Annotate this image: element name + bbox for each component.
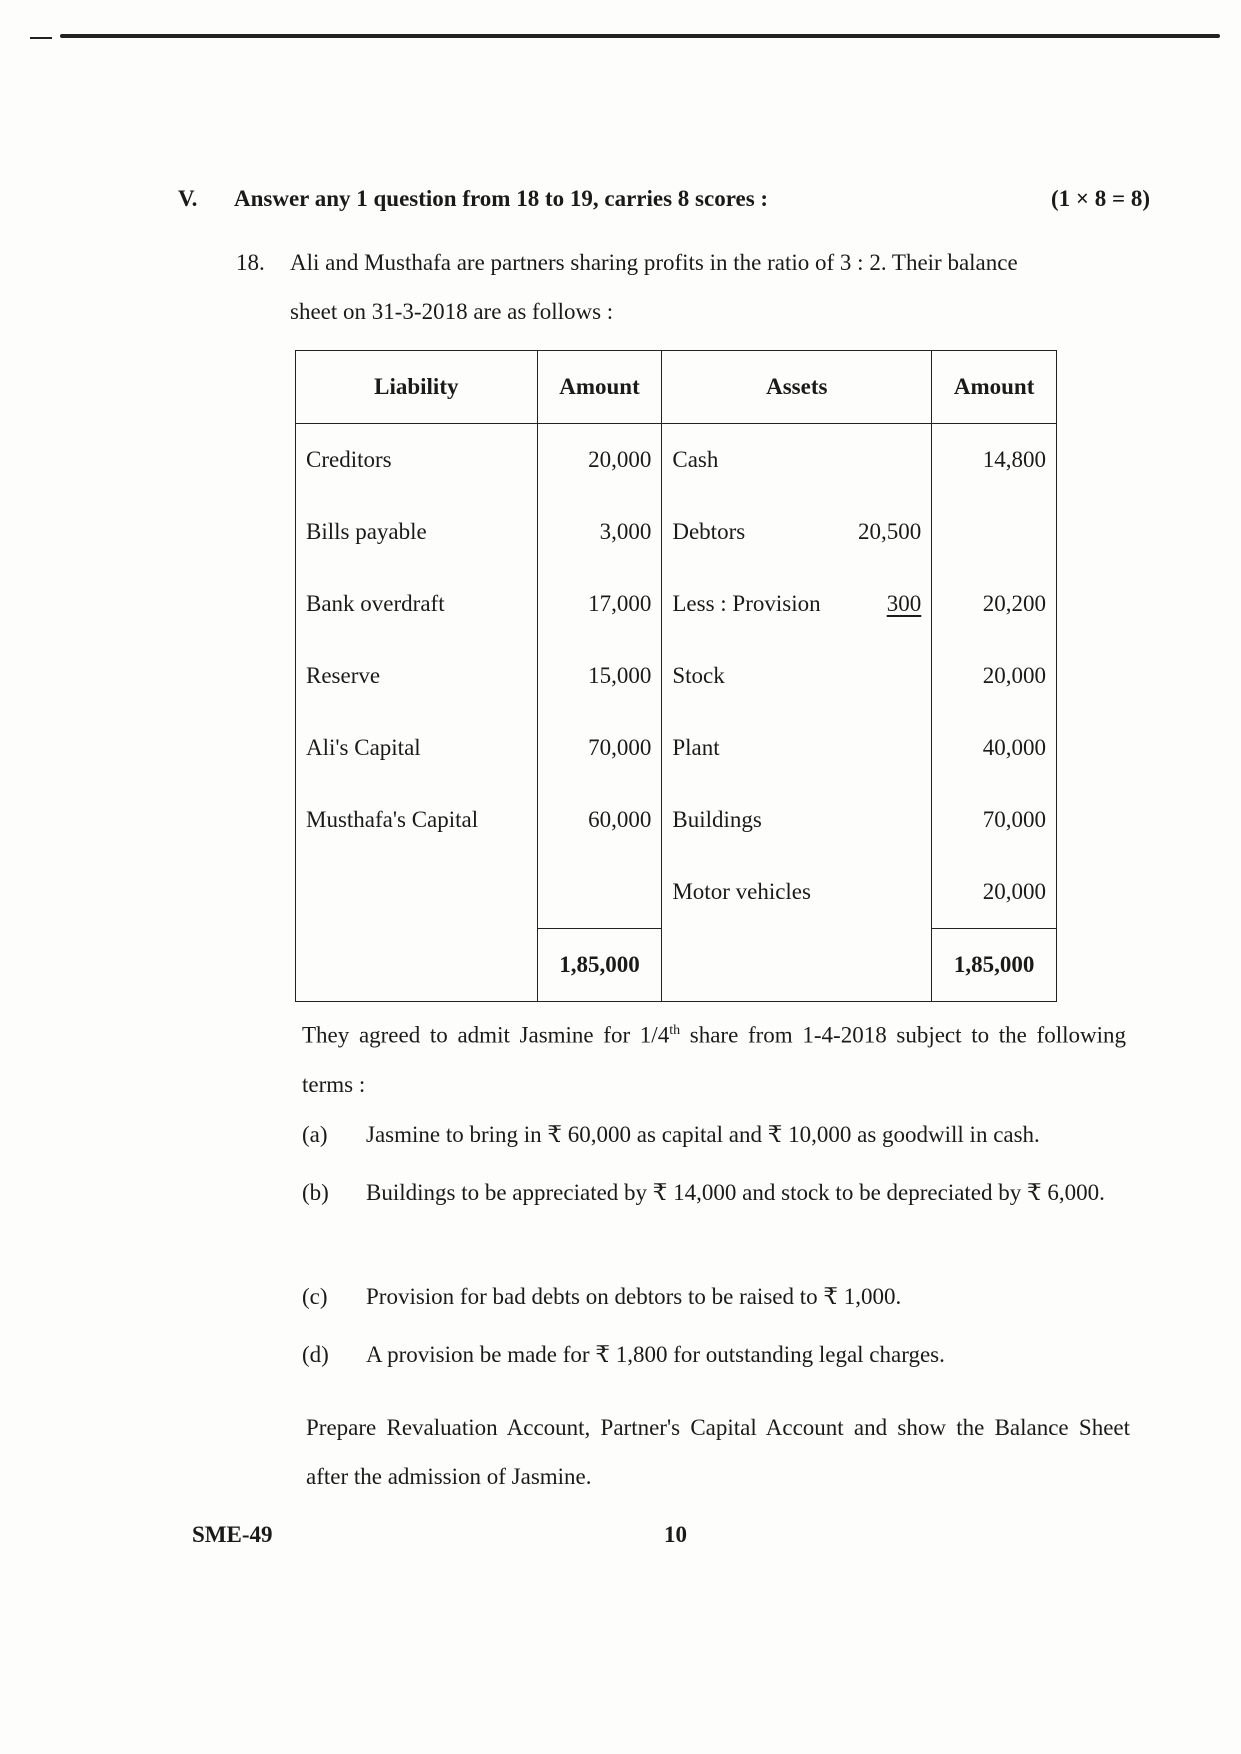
liability-name: Musthafa's Capital	[296, 784, 538, 856]
asset-amount: 40,000	[932, 712, 1057, 784]
asset-cell	[662, 568, 932, 640]
header-amount-assets: Amount	[932, 351, 1057, 424]
page-number: 10	[664, 1522, 687, 1547]
table-row	[296, 784, 1057, 856]
asset-sub-amount: 300	[886, 591, 922, 616]
liability-amount: 60,000	[537, 784, 662, 856]
section-score: (1 × 8 = 8)	[1050, 186, 1150, 211]
total-liabilities: 1,85,000	[537, 929, 662, 1002]
term-label: (d)	[302, 1342, 329, 1367]
question-number: 18.	[236, 250, 265, 275]
table-header-row	[296, 351, 1057, 424]
admission-text: They agreed to admit Jasmine for 1/4th share from 1-4-2018 subject to the following terms :	[302, 1022, 1126, 1097]
asset-name: Debtors	[672, 519, 746, 544]
term-text: Jasmine to bring in ₹ 60,000 as capital and ₹ 10,000 as goodwill in cash.	[366, 1122, 1040, 1147]
balance-sheet-table	[295, 350, 1057, 1002]
table-row	[296, 424, 1057, 497]
asset-name: Cash	[672, 447, 719, 472]
header-assets: Assets	[662, 351, 932, 424]
asset-cell	[662, 856, 932, 929]
liability-amount: 15,000	[537, 640, 662, 712]
liability-name: Creditors	[296, 424, 538, 497]
table-row	[296, 856, 1057, 929]
asset-amount: 20,200	[932, 568, 1057, 640]
liability-amount: 3,000	[537, 496, 662, 568]
asset-sub-amount: 20,500	[858, 519, 922, 544]
term-label: (c)	[302, 1284, 328, 1309]
header-liability: Liability	[296, 351, 538, 424]
asset-cell	[662, 496, 932, 568]
liability-amount: 70,000	[537, 712, 662, 784]
top-rule-left	[30, 37, 52, 39]
liability-name	[296, 856, 538, 929]
liability-amount	[537, 856, 662, 929]
term-label: (a)	[302, 1122, 328, 1147]
term-label: (b)	[302, 1180, 329, 1205]
table-total-row	[296, 929, 1057, 1002]
section-number: V.	[178, 186, 198, 211]
liability-name: Bank overdraft	[296, 568, 538, 640]
term-text: A provision be made for ₹ 1,800 for outstanding legal charges.	[366, 1342, 945, 1367]
liability-amount: 20,000	[537, 424, 662, 497]
table-row	[296, 712, 1057, 784]
table-row	[296, 568, 1057, 640]
asset-amount: 20,000	[932, 640, 1057, 712]
section-instruction: Answer any 1 question from 18 to 19, carries 8 scores :	[234, 186, 769, 211]
asset-cell	[662, 424, 932, 497]
table-row	[296, 640, 1057, 712]
asset-name: Buildings	[672, 807, 762, 832]
question-intro	[290, 238, 1050, 336]
asset-amount: 70,000	[932, 784, 1057, 856]
paper-code: SME-49	[192, 1522, 273, 1547]
term-text: Buildings to be appreciated by ₹ 14,000 and stock to be depreciated by ₹ 6,000.	[366, 1180, 1105, 1205]
asset-cell	[662, 640, 932, 712]
asset-name: Motor vehicles	[672, 879, 811, 905]
liability-name: Bills payable	[296, 496, 538, 568]
liability-amount: 17,000	[537, 568, 662, 640]
asset-name: Less : Provision	[672, 591, 821, 616]
asset-name: Plant	[672, 735, 720, 760]
liability-name: Reserve	[296, 640, 538, 712]
asset-cell	[662, 784, 932, 856]
asset-amount: 20,000	[932, 856, 1057, 929]
asset-name: Stock	[672, 663, 725, 688]
asset-cell	[662, 712, 932, 784]
task-text: Prepare Revaluation Account, Partner's Capital Account and show the Balance Sheet after the admission of Jasmine.	[306, 1415, 1130, 1489]
top-rule	[60, 34, 1220, 38]
header-amount-liabilities: Amount	[537, 351, 662, 424]
question-intro-line2: sheet on 31-3-2018 are as follows :	[290, 299, 614, 324]
total-assets: 1,85,000	[932, 929, 1057, 1002]
liability-name: Ali's Capital	[296, 712, 538, 784]
term-text: Provision for bad debts on debtors to be raised to ₹ 1,000.	[366, 1284, 902, 1309]
asset-amount	[932, 496, 1057, 568]
question-intro-line1: Ali and Musthafa are partners sharing profits in the ratio of 3 : 2. Their balance	[290, 250, 1018, 275]
table-row	[296, 496, 1057, 568]
asset-amount: 14,800	[932, 424, 1057, 497]
